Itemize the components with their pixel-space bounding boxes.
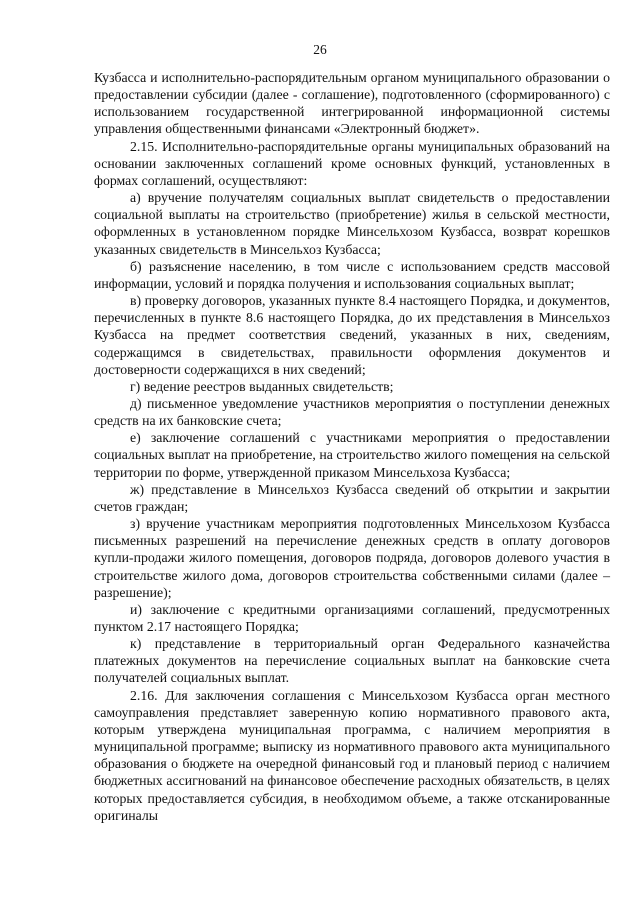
paragraph-continuation: Кузбасса и исполнительно-распорядительным органом муниципального образовании о предоставлении субсидии (далее - соглашение), подготовленного (сформированного) с использованием государственной интегрированной информационной системы управления общественными финансами «Электронный бюджет». [94, 70, 610, 137]
list-item-a: а) вручение получателям социальных выплат свидетельств о предоставлении социальной выплаты на строительство (приобретение) жилья в сельской местности, оформленных в установленном порядке Минсельхозом Кузбасса, возврат корешков указанных свидетельств в Минсельхоз Кузбасса; [94, 190, 610, 257]
list-item-e: е) заключение соглашений с участниками мероприятия о предоставлении социальных выплат на приобретение, на строительство жилого помещения на сельской территории по форме, утвержденной приказом Минсельхоза Кузбасса; [94, 430, 610, 480]
paragraph-2-15: 2.15. Исполнительно-распорядительные органы муниципальных образований на основании заключенных соглашений кроме основных функций, установленных в формах соглашений, осуществляют: [94, 138, 610, 188]
list-item-i: и) заключение с кредитными организациями соглашений, предусмотренных пунктом 2.17 настоящего Порядка; [94, 601, 610, 634]
list-item-zh: ж) представление в Минсельхоз Кузбасса сведений об открытии и закрытии счетов граждан; [94, 481, 610, 514]
page-number: 26 [313, 42, 327, 57]
list-item-d: д) письменное уведомление участников мероприятия о поступлении денежных средств на их банковские счета; [94, 395, 610, 429]
list-item-v: в) проверку договоров, указанных пункте 8.4 настоящего Порядка, и документов, перечисленных в пункте 8.6 настоящего Порядка, до их представления в Минсельхоз Кузбасса на предмет соответствия сведений, указанных в них, сведениям, содержащимся в свидетельствах, правильности оформления документов и достоверности содержащихся в них сведений; [94, 293, 610, 377]
document-body [94, 69, 610, 824]
list-item-k: к) представление в территориальный орган Федерального казначейства платежных документов на перечисление социальных выплат на банковские счета получателей социальных выплат. [94, 636, 610, 686]
list-item-b: б) разъяснение населению, в том числе с использованием средств массовой информации, условий и порядка получения и использования социальных выплат; [94, 258, 610, 291]
list-item-g: г) ведение реестров выданных свидетельств; [130, 378, 394, 394]
list-item-z: з) вручение участникам мероприятия подготовленных Минсельхозом Кузбасса письменных разрешений на перечисление денежных средств в оплату договоров купли-продажи жилого помещения, договоров подряда, договоров долевого участия в строительстве жилого дома, договоров строительства собственными силами (далее – разрешение); [94, 516, 610, 600]
paragraph-2-16: 2.16. Для заключения соглашения с Минсельхозом Кузбасса орган местного самоуправления представляет заверенную копию нормативного правового акта, которым утверждена муниципальная программа, с наличием мероприятия в муниципальной программе; выписку из нормативного правового акта муниципального образования о бюджете на очередной финансовый год и плановый период с наличием бюджетных ассигнований на финансовое обеспечение расходных обязательств, в целях которых предоставляется субсидия, в необходимом объеме, а также отсканированные оригиналы [94, 687, 610, 823]
